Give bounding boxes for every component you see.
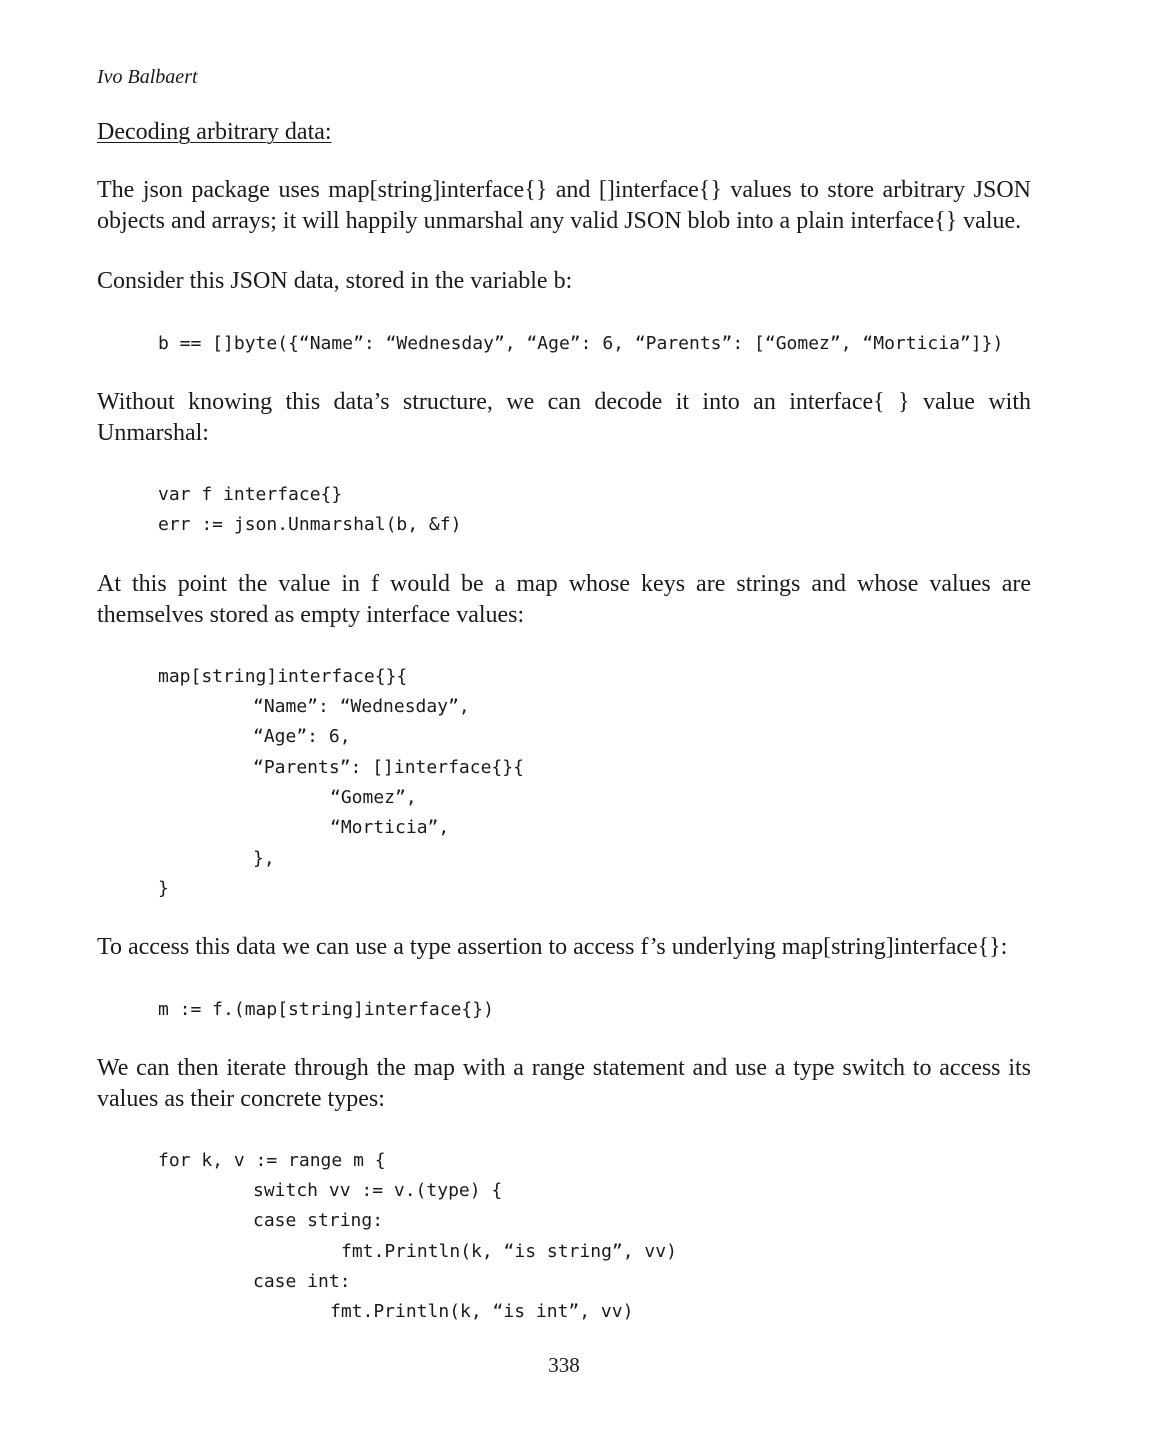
paragraph-without-knowing: Without knowing this data’s structure, we can decode it into an interface{ } value with Unmarshal:: [97, 389, 1031, 446]
page-number: 338: [548, 1353, 580, 1377]
code-line: for k, v := range m {: [158, 1150, 386, 1171]
paragraph-consider-json: Consider this JSON data, stored in the variable b:: [97, 268, 573, 294]
code-line: },: [253, 848, 275, 869]
code-line: switch vv := v.(type) {: [253, 1180, 503, 1201]
code-line: fmt.Println(k, “is int”, vv): [330, 1301, 634, 1322]
code-line-byte-literal: b == []byte({“Name”: “Wednesday”, “Age”: 6, “Parents”: [“Gomez”, “Morticia”]}): [158, 333, 1004, 354]
section-heading: Decoding arbitrary data:: [97, 119, 332, 145]
paragraph-iterate-map: We can then iterate through the map with a range statement and use a type switch to access its values as their concrete types:: [97, 1055, 1031, 1112]
code-line: “Name”: “Wednesday”,: [253, 696, 470, 717]
paragraph-value-in-f: At this point the value in f would be a map whose keys are strings and whose values are themselves stored as empty interface values:: [97, 571, 1031, 628]
code-line: “Gomez”,: [330, 787, 417, 808]
code-line: “Morticia”,: [330, 817, 450, 838]
running-header-author: Ivo Balbaert: [97, 66, 198, 88]
code-line: case string:: [253, 1210, 384, 1231]
code-line: map[string]interface{}{: [158, 666, 408, 687]
code-line: err := json.Unmarshal(b, &f): [158, 514, 462, 535]
paragraph-json-package: The json package uses map[string]interface{} and []interface{} values to store arbitrary JSON objects and arrays; it will happily unmarshal any valid JSON blob into a plain interface{} value.: [97, 177, 1031, 234]
code-line: var f interface{}: [158, 484, 343, 505]
code-line: “Age”: 6,: [253, 726, 351, 747]
paragraph-type-assertion: To access this data we can use a type assertion to access f’s underlying map[string]interface{}:: [97, 934, 1008, 960]
code-line: }: [158, 878, 169, 899]
code-line: “Parents”: []interface{}{: [253, 757, 524, 778]
code-line-type-assertion: m := f.(map[string]interface{}): [158, 999, 494, 1020]
code-line: fmt.Println(k, “is string”, vv): [341, 1241, 677, 1262]
code-line: case int:: [253, 1271, 351, 1292]
